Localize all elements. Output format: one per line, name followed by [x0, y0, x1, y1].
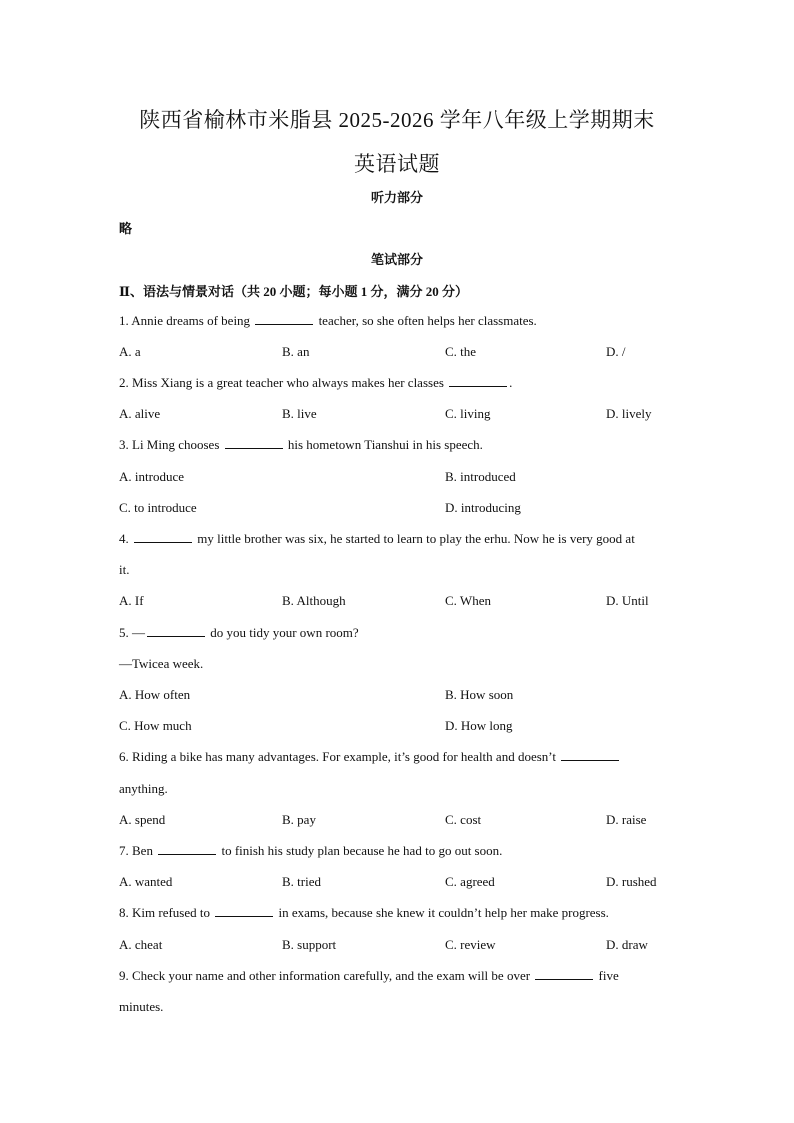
option-a: A. cheat [119, 937, 163, 952]
answer-blank [215, 905, 273, 917]
option-a: A. wanted [119, 874, 173, 889]
option-c: C. living [445, 406, 491, 421]
question-7-stem [119, 843, 502, 859]
option-b: B. How soon [445, 687, 514, 702]
option-c: C. the [445, 344, 477, 359]
listening-heading: 听力部分 [370, 190, 423, 205]
question-stem-text: teacher, so she often helps her classmates. [318, 313, 537, 328]
question-8-stem [119, 905, 609, 921]
question-stem-text: 7. Ben [119, 843, 153, 858]
option-c: C. review [445, 937, 496, 952]
option-b: B. introduced [445, 469, 516, 484]
question-stem-text: 9. Check your name and other information carefully, and the exam will be over [119, 968, 531, 983]
option-b: B. an [282, 344, 310, 359]
option-c: C. How much [119, 718, 192, 733]
section-heading: Ⅱ、语法与情景对话（共 20 小题；每小题 1 分，满分 20 分） [119, 284, 468, 299]
question-6-stem [119, 749, 621, 765]
option-b: B. pay [282, 812, 316, 827]
question-4-stem [119, 531, 635, 547]
option-d: D. introducing [445, 500, 521, 515]
option-d: D. / [606, 344, 626, 359]
question-stem-text: my little brother was six, he started to learn to play the erhu. Now he is very good at [197, 531, 635, 546]
option-a: A. introduce [119, 469, 184, 484]
option-d: D. Until [606, 593, 649, 608]
question-5-reply: —Twicea week. [119, 656, 204, 671]
question-stem-text: do you tidy your own room? [210, 625, 359, 640]
question-stem-text: in exams, because she knew it couldn’t help her make progress. [278, 905, 609, 920]
option-d: D. lively [606, 406, 652, 421]
option-c: C. to introduce [119, 500, 197, 515]
option-c: C. When [445, 593, 491, 608]
question-stem-text: his hometown Tianshui in his speech. [287, 437, 483, 452]
option-a: A. a [119, 344, 141, 359]
option-b: B. tried [282, 874, 321, 889]
question-stem-text: 3. Li Ming chooses [119, 437, 220, 452]
written-heading: 笔试部分 [370, 252, 423, 267]
question-stem-text: to finish his study plan because he had to go out soon. [221, 843, 503, 858]
exam-title-line2: 英语试题 [354, 152, 440, 176]
answer-blank [255, 313, 313, 325]
option-c: C. cost [445, 812, 482, 827]
question-1-stem [119, 313, 537, 329]
option-d: D. raise [606, 812, 647, 827]
listening-note: 略 [119, 221, 133, 236]
option-b: B. live [282, 406, 317, 421]
question-6-stem-cont: anything. [119, 781, 168, 796]
question-stem-text: 6. Riding a bike has many advantages. For example, it’s good for health and doesn’t [119, 749, 556, 764]
question-stem-text: 1. Annie dreams of being [119, 313, 251, 328]
question-stem-text: 4. [119, 531, 129, 546]
exam-title-line1: 陕西省榆林市米脂县 2025-2026 学年八年级上学期期末 [139, 108, 655, 132]
question-9-stem [119, 968, 619, 984]
question-stem-text: 5. — [119, 625, 145, 640]
question-9-stem-cont: minutes. [119, 999, 164, 1014]
option-a: A. How often [119, 687, 191, 702]
question-stem-text: 8. Kim refused to [119, 905, 210, 920]
question-5-stem [119, 625, 359, 641]
question-4-stem-cont: it. [119, 562, 130, 577]
option-c: C. agreed [445, 874, 495, 889]
option-d: D. rushed [606, 874, 657, 889]
option-b: B. Although [282, 593, 346, 608]
answer-blank [134, 531, 192, 543]
option-d: D. draw [606, 937, 648, 952]
option-a: A. spend [119, 812, 166, 827]
answer-blank [561, 749, 619, 761]
option-a: A. alive [119, 406, 161, 421]
question-stem-text: five [598, 968, 619, 983]
answer-blank [449, 375, 507, 387]
question-3-stem [119, 437, 483, 453]
option-a: A. If [119, 593, 144, 608]
answer-blank [535, 968, 593, 980]
answer-blank [147, 625, 205, 637]
question-stem-text: . [509, 375, 513, 390]
option-d: D. How long [445, 718, 513, 733]
answer-blank [158, 843, 216, 855]
option-b: B. support [282, 937, 337, 952]
question-2-stem [119, 375, 512, 391]
answer-blank [225, 437, 283, 449]
question-stem-text: 2. Miss Xiang is a great teacher who always makes her classes [119, 375, 444, 390]
